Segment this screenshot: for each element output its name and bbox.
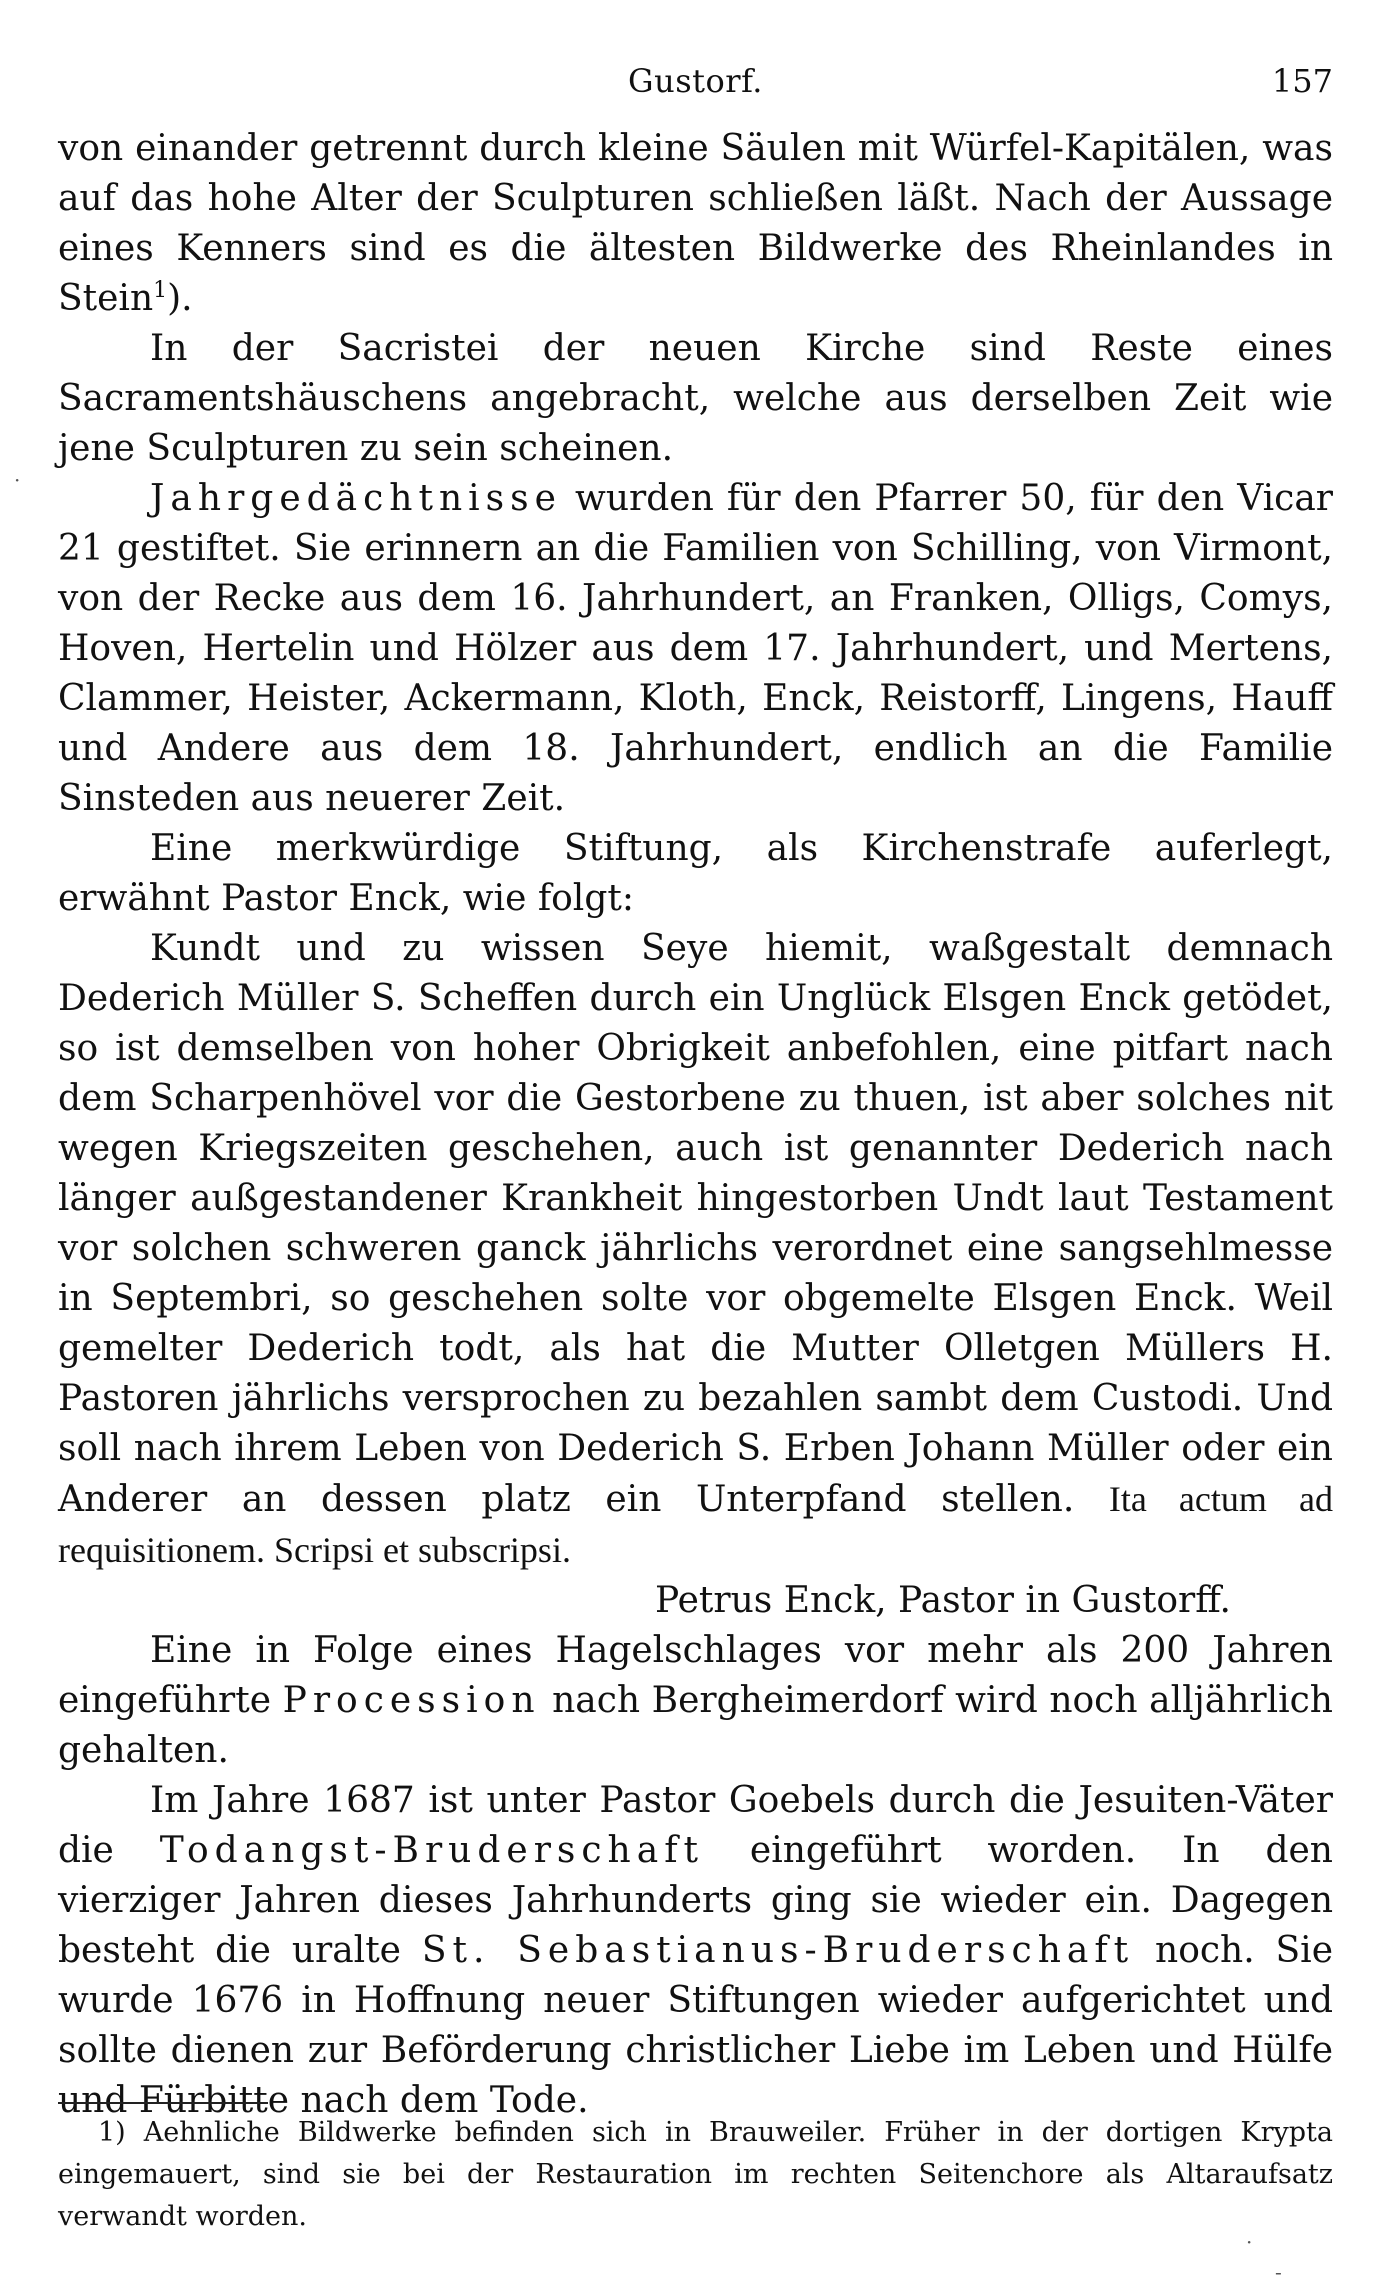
paragraph-8-part-a: Im Jahre 1687 ist unter Pastor Goebels durch die Jesuiten-Väter die: [58, 1780, 1333, 1871]
paragraph-3: [58, 474, 1333, 824]
quotation-text: Kundt und zu wissen Seye hiemit, waßgestalt demnach Dederich Müller S. Scheffen durch ein Unglück Elsgen Enck getödet, so ist demselben von hoher Obrigkeit anbefohlen, eine pitfart nach dem Scharpenhövel vor die Gestorbene zu thuen, ist aber solches nit wegen Kriegszeiten geschehen, auch ist genannter Dederich nach länger außgestandener Krankheit hingestorben Undt laut Testament vor solchen schweren ganck jährlichs verordnet eine sangsehlmesse in Septembri, so geschehen solte vor obgemelte Elsgen Enck. Weil gemelter Dederich todt, als hat die Mutter Olletgen Müllers H. Pastoren jährlichs versprochen zu bezahlen sambt dem Custodi. Und soll nach ihrem Leben von Dederich S. Erben Johann Müller oder ein Anderer an dessen platz ein Unterpfand stellen.: [58, 928, 1333, 1520]
footnote-1: [58, 2112, 1333, 2238]
margin-speck: ·: [14, 468, 21, 492]
margin-speck: -: [1275, 2260, 1282, 2284]
paragraph-1: [58, 124, 1333, 324]
paragraph-5-quotation: [58, 924, 1333, 1576]
footnotes: [58, 2112, 1333, 2238]
page-number: 157: [1271, 62, 1333, 100]
footnote-marker: 1): [98, 2117, 126, 2148]
paragraph-3-text: wurden für den Pfarrer 50, für den Vicar 21 gestiftet. Sie erinnern an die Familien von Schilling, von Virmont, von der Recke aus dem 16. Jahrhundert, an Franken, Olligs, Comys, Hoven, Hertelin und Hölzer aus dem 17. Jahrhundert, und Mertens, Clammer, Heister, Ackermann, Kloth, Enck, Reistorff, Lingens, Hauff und Andere aus dem 18. Jahrhundert, endlich an die Familie Sinsteden aus neuerer Zeit.: [58, 478, 1333, 819]
paragraph-2: In der Sacristei der neuen Kirche sind Reste eines Sacramentshäuschens angebracht, welche aus derselben Zeit wie jene Sculpturen zu sein scheinen.: [58, 328, 1333, 469]
spaced-term-procession: Procession: [282, 1680, 541, 1721]
signature-line: Petrus Enck, Pastor in Gustorff.: [655, 1580, 1231, 1621]
paragraph-4: Eine merkwürdige Stiftung, als Kirchenstrafe auferlegt, erwähnt Pastor Enck, wie folgt:: [58, 828, 1333, 919]
body-text: [58, 124, 1333, 2126]
paragraph-8: [58, 1776, 1333, 2126]
paragraph-7-before: Eine in Folge eines Hagelschlages vor mehr als 200 Jahren eingeführte: [58, 1630, 1333, 1721]
paragraph-8-part-c: noch. Sie wurde 1676 in Hoffnung neuer Stiftungen wieder aufgerichtet und sollte dienen zur Beförderung christlicher Liebe im Leben und Hülfe und Fürbitte nach dem Tode.: [58, 1930, 1333, 2121]
spaced-term-jahrgedaechtnisse: Jahrgedächtnisse: [150, 478, 562, 519]
latin-closing: Ita actum ad requisitionem. Scripsi et subscripsi.: [58, 1479, 1333, 1570]
spaced-term-todangst-bruderschaft: Todangst-Bruderschaft: [159, 1830, 704, 1871]
running-head: [58, 56, 1333, 106]
footnote-reference: 1: [153, 278, 168, 303]
paragraph-7: [58, 1626, 1333, 1776]
footnote-divider: [58, 2102, 268, 2104]
footnote-text: Aehnliche Bildwerke befinden sich in Brauweiler. Früher in der dortigen Krypta eingemauert, sind sie bei der Restauration im rechten Seitenchore als Altaraufsatz verwandt worden.: [58, 2117, 1333, 2232]
spaced-term-sebastianus-bruderschaft: St. Sebastianus-Bruderschaft: [421, 1930, 1135, 1971]
paragraph-1-text: von einander getrennt durch kleine Säulen mit Würfel-Kapitälen, was auf das hohe Alter der Sculpturen schließen läßt. Nach der Aussage eines Kenners sind es die ältesten Bildwerke des Rheinlandes in Stein: [58, 128, 1333, 319]
paragraph-7-after: nach Bergheimerdorf wird noch alljährlich gehalten.: [58, 1680, 1333, 1771]
margin-speck: ·: [1246, 2230, 1253, 2254]
paragraph-1-end: ).: [167, 278, 193, 319]
running-title: Gustorf.: [628, 62, 763, 100]
paragraph-8-part-b: eingeführt worden. In den vierziger Jahren dieses Jahrhunderts ging sie wieder ein. Dagegen besteht die uralte: [58, 1830, 1333, 1971]
